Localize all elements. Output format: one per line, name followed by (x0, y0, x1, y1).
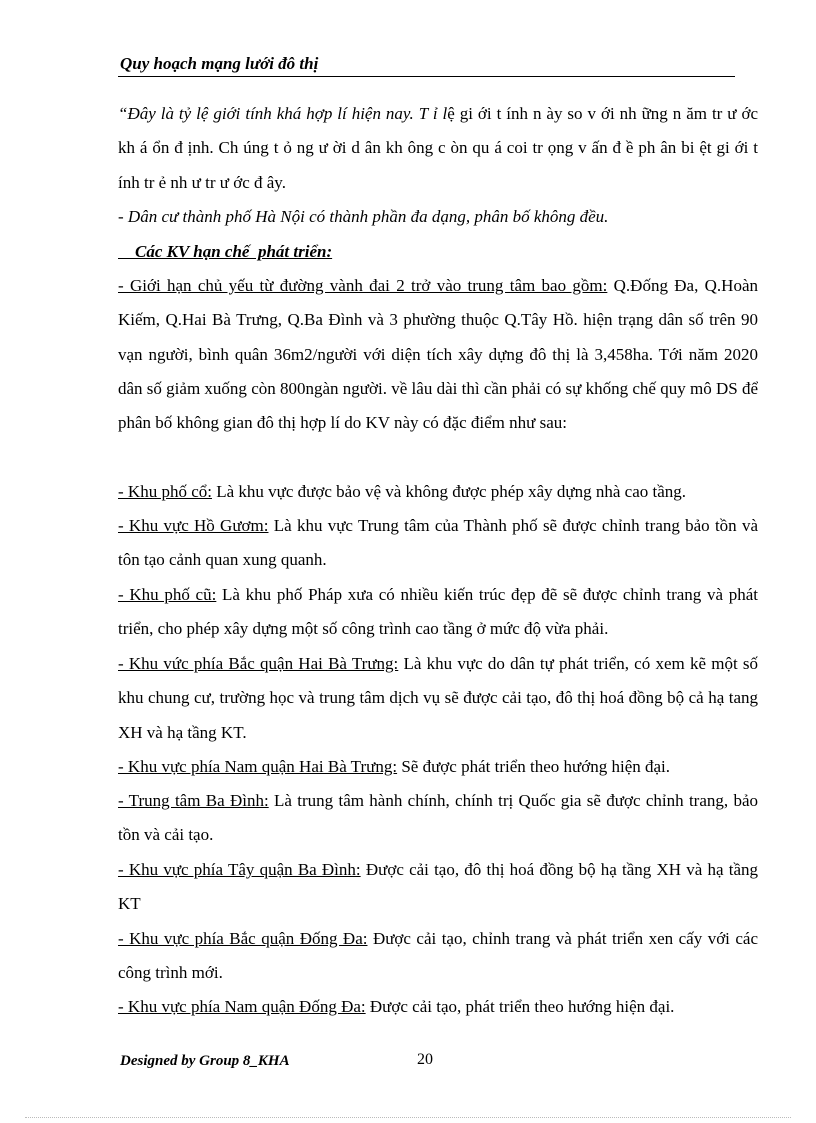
quote-paragraph (118, 97, 758, 200)
quote-rest: ệ gi ới t ính n ày so v ới nh ững n ăm tr ư ớc kh á ổn đ ịnh. Ch úng t ỏ ng ư ời d ân kh ông c òn qu á coi tr ọng v ấn đ ề ph ân bi ệt gi ới t ính tr ẻ nh ư tr ư ớc đ ây. (118, 104, 758, 192)
area-item: - Khu vực phía Bắc quận Đống Đa: Được cải tạo, chỉnh trang và phát triển xen cấy với các công trình mới. (118, 929, 758, 983)
area-item: - Khu phố cổ: Là khu vực được bảo vệ và không được phép xây dựng nhà cao tầng. (118, 482, 687, 501)
page-number: 20 (417, 1051, 433, 1068)
area-item: - Khu vực phía Tây quận Ba Đình: Được cải tạo, đô thị hoá đồng bộ hạ tầng XH và hạ tầng KT (118, 860, 758, 914)
intro-paragraph (118, 269, 758, 440)
area-item: - Khu vực Hồ Gươm: Là khu vực Trung tâm của Thành phố sẽ được chỉnh trang bảo tồn và tôn tạo cảnh quan xung quanh. (118, 516, 758, 570)
area-item: - Khu vực phía Nam quận Hai Bà Trưng: Sẽ được phát triển theo hướng hiện đại. (118, 757, 671, 776)
population-note: - Dân cư thành phố Hà Nội có thành phần đa dạng, phân bố không đều. (118, 207, 609, 226)
page-edge-divider (25, 1117, 791, 1118)
area-item: - Khu phố cũ: Là khu phố Pháp xưa có nhiều kiến trúc đẹp đẽ sẽ được chỉnh trang và phát triển, cho phép xây dựng một số công trình cao tầng ở mức độ vừa phải. (118, 585, 758, 639)
page-header (118, 54, 735, 77)
area-item: - Khu vực phía Nam quận Đống Đa: Được cải tạo, phát triển theo hướng hiện đại. (118, 997, 675, 1016)
intro-label: - Giới hạn chủ yếu từ đường vành đai 2 trở vào trung tâm bao gồm: (118, 276, 608, 295)
quote-italic: “Đây là tỷ lệ giới tính khá hợp lí hiện nay. T ỉ l (118, 104, 448, 123)
section-heading: Các KV hạn chế phát triển: (118, 242, 333, 261)
area-item: - Khu vức phía Bắc quận Hai Bà Trưng: Là khu vực do dân tự phát triển, có xem kẽ một số khu chung cư, trường học và trung tâm dịch vụ sẽ được cải tạo, đô thị hoá đồng bộ cả hạ tang XH và hạ tầng KT. (118, 654, 759, 742)
area-item: - Trung tâm Ba Đình: Là trung tâm hành chính, chính trị Quốc gia sẽ được chỉnh trang, bảo tồn và cải tạo. (118, 791, 758, 845)
intro-text: Q.Đống Đa, Q.Hoàn Kiếm, Q.Hai Bà Trưng, Q.Ba Đình và 3 phường thuộc Q.Tây Hồ. hiện trạng dân số trên 90 vạn người, bình quân 36m2/người với diện tích xây dựng đô thị là 3,458ha. Tới năm 2020 dân số giảm xuống còn 800ngàn người. về lâu dài thì cần phải có sự khống chế quy mô DS để phân bố không gian đô thị hợp lí do KV này có đặc điểm như sau: (118, 276, 758, 433)
header-title: Quy hoạch mạng lưới đô thị (120, 54, 319, 73)
footer-credit: Designed by Group 8_KHA (120, 1053, 290, 1069)
